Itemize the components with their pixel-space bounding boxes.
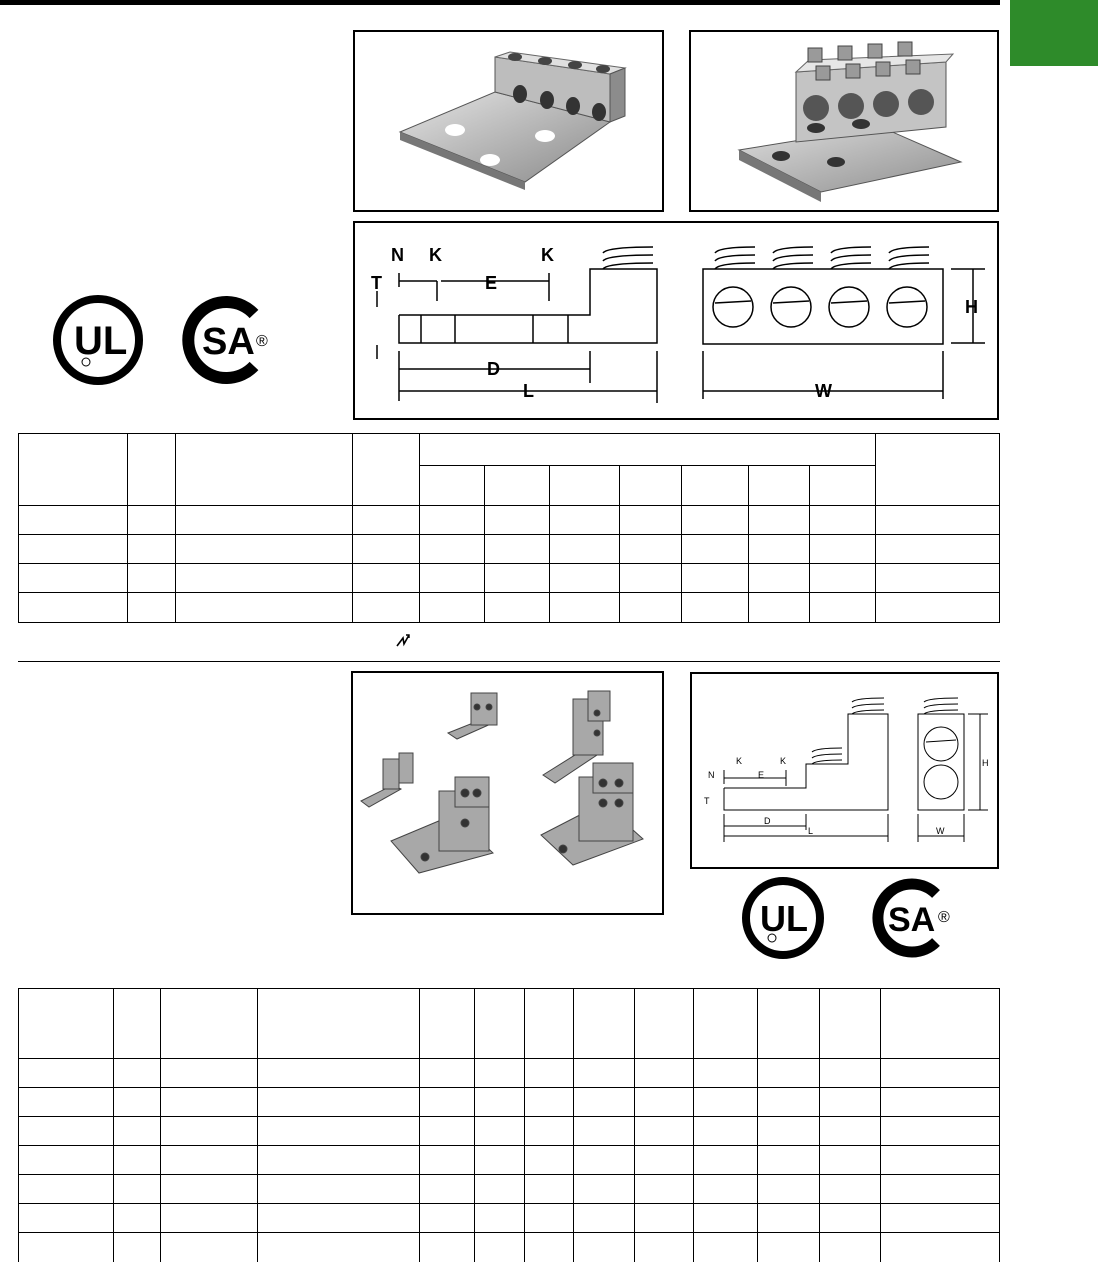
table-cell	[114, 1175, 161, 1204]
diagram2-label-t: T	[704, 796, 710, 806]
table-cell	[574, 1204, 635, 1233]
table-cell	[485, 466, 550, 506]
table-cell	[485, 535, 550, 564]
table-cell	[694, 989, 758, 1059]
table-cell	[694, 1233, 758, 1262]
table-cell	[550, 564, 620, 593]
table-cell	[550, 506, 620, 535]
table-cell	[758, 989, 820, 1059]
table-cell	[820, 1233, 881, 1262]
table-row	[19, 1146, 1000, 1175]
table-cell	[161, 989, 258, 1059]
table-cell	[258, 1233, 420, 1262]
table-cell	[635, 1059, 694, 1088]
table-cell	[758, 1175, 820, 1204]
ul-logo	[52, 294, 144, 386]
table-cell	[114, 1088, 161, 1117]
table-cell	[694, 1117, 758, 1146]
table-cell	[820, 1117, 881, 1146]
table-cell	[682, 593, 749, 623]
table-cell	[420, 1175, 475, 1204]
table-cell	[881, 1088, 1000, 1117]
table-cell	[694, 1059, 758, 1088]
table-cell	[258, 1146, 420, 1175]
table-cell	[574, 1059, 635, 1088]
table-cell	[525, 1204, 574, 1233]
table-cell	[525, 1175, 574, 1204]
table-cell	[420, 535, 485, 564]
table-cell	[550, 535, 620, 564]
table-cell	[525, 1059, 574, 1088]
header-cell	[128, 434, 176, 506]
table-row	[19, 593, 1000, 623]
table-cell	[19, 564, 128, 593]
diagram-label-n: N	[391, 245, 404, 265]
header-cell	[353, 434, 420, 506]
ul-logo-2	[738, 876, 828, 960]
table-cell	[128, 506, 176, 535]
table-cell	[420, 1088, 475, 1117]
table-cell	[420, 989, 475, 1059]
table-cell	[485, 564, 550, 593]
table-cell	[420, 1117, 475, 1146]
table-cell	[810, 593, 876, 623]
table-cell	[485, 506, 550, 535]
table-cell	[574, 989, 635, 1059]
table-cell	[114, 1117, 161, 1146]
section-divider	[18, 661, 1000, 662]
table-cell	[475, 1233, 525, 1262]
table-cell	[749, 535, 810, 564]
table-cell	[749, 564, 810, 593]
product-photo-3	[351, 671, 664, 915]
table-cell	[881, 1233, 1000, 1262]
diagram-label-t: T	[371, 273, 382, 293]
dimension-diagram-2	[690, 672, 999, 869]
table-cell	[19, 1059, 114, 1088]
table-row	[19, 1117, 1000, 1146]
header-cell	[19, 434, 128, 506]
diagram2-label-n: N	[708, 770, 715, 780]
top-rule	[0, 0, 1000, 5]
diagram-label-k1: K	[429, 245, 442, 265]
table-cell	[258, 1204, 420, 1233]
table-cell	[475, 1059, 525, 1088]
csa-logo-text: SA	[202, 321, 255, 363]
table-cell	[114, 989, 161, 1059]
table-cell	[881, 1117, 1000, 1146]
table-cell	[694, 1088, 758, 1117]
table-cell	[475, 1146, 525, 1175]
table-cell	[485, 593, 550, 623]
csa-logo-2-text: SA	[888, 901, 936, 939]
table-cell	[420, 1059, 475, 1088]
table-cell	[694, 1175, 758, 1204]
csa-2-registered-mark: ®	[938, 909, 950, 926]
table-row	[19, 434, 1000, 466]
header-cell	[876, 434, 1000, 506]
table-cell	[574, 1088, 635, 1117]
table-cell	[161, 1059, 258, 1088]
table-row	[19, 1059, 1000, 1088]
table-cell	[635, 1233, 694, 1262]
table-cell	[161, 1204, 258, 1233]
table-row	[19, 564, 1000, 593]
table-cell	[574, 1146, 635, 1175]
table-cell	[758, 1233, 820, 1262]
table-cell	[876, 506, 1000, 535]
table-cell	[420, 466, 485, 506]
table-cell	[128, 535, 176, 564]
table-cell	[475, 1088, 525, 1117]
table-cell	[749, 466, 810, 506]
table-cell	[475, 1117, 525, 1146]
table-cell	[525, 1117, 574, 1146]
table-cell	[258, 1088, 420, 1117]
table-cell	[128, 593, 176, 623]
product-photo-2	[689, 30, 999, 212]
diagram-label-w: W	[815, 381, 832, 401]
table-header-row	[19, 989, 1000, 1059]
table-cell	[758, 1059, 820, 1088]
ul-logo-2-text: UL	[760, 898, 808, 939]
section-tab	[1010, 0, 1098, 66]
table-cell	[161, 1146, 258, 1175]
product-photo-1	[353, 30, 664, 212]
header-cell-dimensions	[420, 434, 876, 466]
table-cell	[258, 1117, 420, 1146]
table-cell	[682, 535, 749, 564]
table-cell	[114, 1059, 161, 1088]
table-row	[19, 535, 1000, 564]
table-cell	[749, 593, 810, 623]
diagram2-label-d: D	[764, 816, 771, 826]
table-cell	[635, 989, 694, 1059]
table-cell	[682, 506, 749, 535]
table-cell	[420, 1204, 475, 1233]
table-cell	[820, 1146, 881, 1175]
table-cell	[758, 1146, 820, 1175]
table-cell	[574, 1117, 635, 1146]
table-cell	[525, 1146, 574, 1175]
table-cell	[881, 1059, 1000, 1088]
table-cell	[19, 506, 128, 535]
table-cell	[694, 1204, 758, 1233]
diagram2-label-l: L	[808, 826, 814, 836]
table-cell	[620, 506, 682, 535]
table-cell	[258, 1059, 420, 1088]
table-cell	[19, 989, 114, 1059]
table-cell	[420, 564, 485, 593]
table-cell	[258, 989, 420, 1059]
table-cell	[114, 1233, 161, 1262]
table-cell	[881, 1146, 1000, 1175]
table-cell	[525, 1233, 574, 1262]
table-cell	[525, 1088, 574, 1117]
table-cell	[420, 1146, 475, 1175]
table-cell	[749, 506, 810, 535]
table-cell	[635, 1204, 694, 1233]
diagram-label-h: H	[965, 297, 978, 317]
table-cell	[876, 564, 1000, 593]
header-cell	[176, 434, 353, 506]
table-cell	[475, 1175, 525, 1204]
csa-registered-mark: ®	[256, 333, 268, 350]
table-cell	[694, 1146, 758, 1175]
diagram-label-k2: K	[541, 245, 554, 265]
table-cell	[550, 466, 620, 506]
table-cell	[635, 1117, 694, 1146]
table-row	[19, 1088, 1000, 1117]
table-row	[19, 1204, 1000, 1233]
table-cell	[810, 564, 876, 593]
table-cell	[475, 1204, 525, 1233]
diagram-label-l: L	[523, 381, 534, 401]
table-cell	[420, 593, 485, 623]
table-cell	[635, 1146, 694, 1175]
table-cell	[176, 506, 353, 535]
table-cell	[820, 1204, 881, 1233]
table-cell	[881, 1204, 1000, 1233]
csa-logo-2	[866, 876, 960, 960]
table-cell	[574, 1175, 635, 1204]
table-cell	[620, 535, 682, 564]
table-cell	[820, 1088, 881, 1117]
table-cell	[620, 564, 682, 593]
dimension-diagram-1	[353, 221, 999, 420]
table-row	[19, 506, 1000, 535]
table-cell	[19, 1233, 114, 1262]
table-cell	[176, 564, 353, 593]
table-cell	[19, 593, 128, 623]
table-cell	[881, 1175, 1000, 1204]
spec-table-1	[18, 433, 1000, 623]
table-cell	[128, 564, 176, 593]
diagram2-label-w: W	[936, 826, 945, 836]
csa-logo	[180, 294, 280, 386]
table-cell	[810, 535, 876, 564]
table-cell	[19, 535, 128, 564]
ul-logo-text: UL	[74, 319, 128, 363]
diagram2-label-h: H	[982, 758, 989, 768]
table-cell	[258, 1175, 420, 1204]
table-cell	[353, 593, 420, 623]
table-cell	[574, 1233, 635, 1262]
table-cell	[176, 535, 353, 564]
table-cell	[682, 466, 749, 506]
table-row	[19, 1175, 1000, 1204]
table-row	[19, 1233, 1000, 1262]
table-cell	[353, 506, 420, 535]
table-cell	[525, 989, 574, 1059]
table-cell	[19, 1088, 114, 1117]
table-cell	[876, 593, 1000, 623]
table-cell	[620, 593, 682, 623]
diagram2-label-k1: K	[736, 756, 743, 766]
table-cell	[758, 1117, 820, 1146]
table-cell	[19, 1117, 114, 1146]
spec-table-2	[18, 988, 1000, 1262]
note-symbol-icon	[393, 632, 413, 648]
table-cell	[810, 466, 876, 506]
table-cell	[635, 1175, 694, 1204]
diagram-label-e: E	[485, 273, 498, 293]
table-cell	[114, 1146, 161, 1175]
table-cell	[353, 535, 420, 564]
table-cell	[19, 1204, 114, 1233]
table-cell	[620, 466, 682, 506]
table-cell	[876, 535, 1000, 564]
table-cell	[19, 1146, 114, 1175]
diagram2-label-e: E	[758, 770, 765, 780]
diagram2-label-k2: K	[780, 756, 787, 766]
table-cell	[114, 1204, 161, 1233]
table-cell	[420, 1233, 475, 1262]
table-cell	[820, 1175, 881, 1204]
table-cell	[161, 1175, 258, 1204]
table-cell	[420, 506, 485, 535]
diagram-label-d: D	[487, 359, 500, 379]
table-cell	[353, 564, 420, 593]
table-cell	[19, 1175, 114, 1204]
table-cell	[881, 989, 1000, 1059]
table-cell	[810, 506, 876, 535]
table-cell	[758, 1204, 820, 1233]
table-cell	[820, 1059, 881, 1088]
table-cell	[176, 593, 353, 623]
table-cell	[161, 1088, 258, 1117]
table-cell	[820, 989, 881, 1059]
table-cell	[475, 989, 525, 1059]
table-cell	[635, 1088, 694, 1117]
table-cell	[161, 1233, 258, 1262]
table-cell	[550, 593, 620, 623]
table-cell	[758, 1088, 820, 1117]
table-cell	[682, 564, 749, 593]
table-cell	[161, 1117, 258, 1146]
